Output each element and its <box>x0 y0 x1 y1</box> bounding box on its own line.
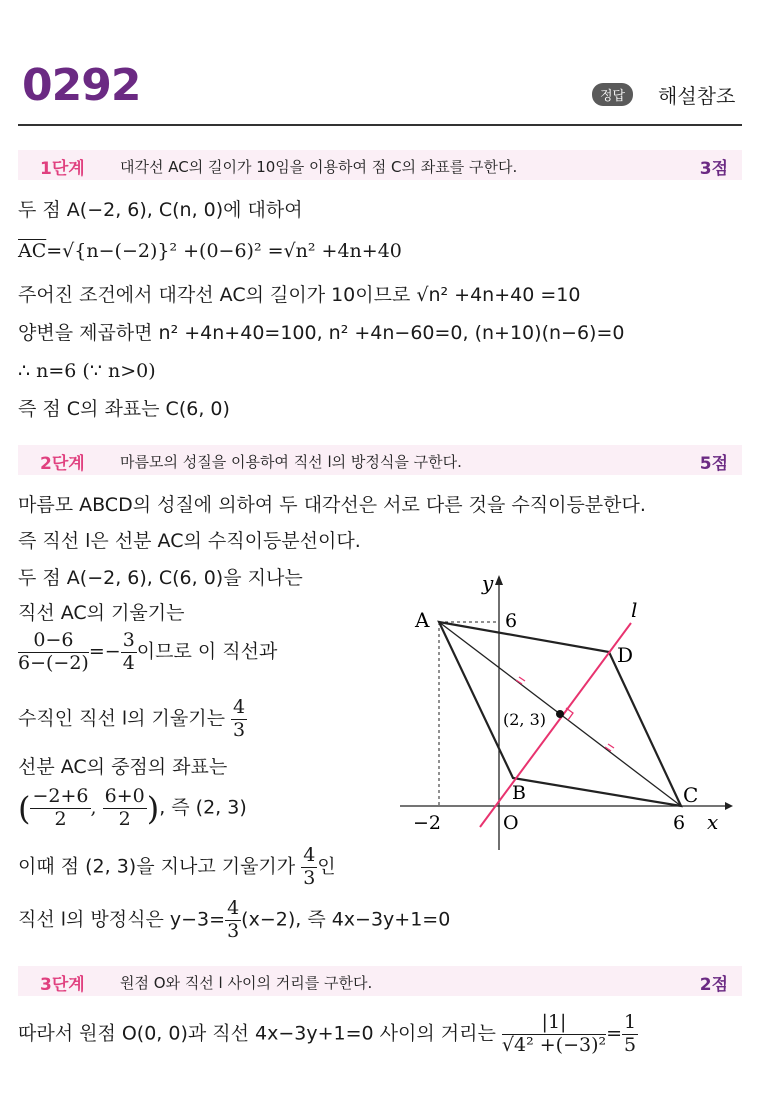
distance-result <box>622 1012 638 1057</box>
perp-text: 수직인 직선 l의 기울기는 <box>18 707 225 730</box>
distance-equals: = <box>606 1022 623 1045</box>
answer-badge: 정답 <box>592 83 633 106</box>
eq-fraction <box>225 898 241 943</box>
mid-x-num: −2+6 <box>32 785 89 807</box>
mid-y-fraction <box>103 786 147 831</box>
label-o: O <box>503 812 519 834</box>
perp-den: 3 <box>233 718 246 741</box>
paren-close: ) <box>146 789 160 828</box>
pass-text: 이때 점 (2, 3)을 지나고 기울기가 <box>18 855 296 878</box>
slope-line <box>18 630 277 675</box>
step2-line1: 마름모 ABCD의 성질에 의하여 두 대각선은 서로 다른 것을 수직이등분한다. <box>18 494 646 516</box>
x-axis-arrow <box>725 802 733 810</box>
distance-text: 따라서 원점 O(0, 0)과 직선 4x−3y+1=0 사이의 거리는 <box>18 1022 496 1045</box>
slope-fraction <box>18 630 89 675</box>
label-d: D <box>617 643 634 667</box>
slope-value <box>121 630 137 675</box>
midpoint-dot <box>556 710 564 718</box>
pass-line <box>18 845 336 890</box>
step1-line2 <box>18 238 402 264</box>
pass-num: 4 <box>303 844 316 866</box>
step3-desc: 원점 O와 직선 l 사이의 거리를 구한다. <box>120 974 373 992</box>
label-x: x <box>707 810 719 834</box>
perp-fraction <box>231 697 247 742</box>
ac-segment: $\overline{AC}$ <box>18 240 47 262</box>
slope-tail: 이므로 이 직선과 <box>136 640 278 663</box>
step1-label: 1단계 <box>40 159 85 179</box>
step2-label: 2단계 <box>40 454 85 474</box>
label-y: y <box>482 571 494 595</box>
step2-line3: 두 점 A(−2, 6), C(6, 0)을 지나는 <box>18 567 303 589</box>
paren-open: ( <box>18 789 31 828</box>
result-den: 5 <box>624 1033 637 1056</box>
slope-value-num: 3 <box>122 629 135 651</box>
pass-fraction <box>301 845 317 890</box>
step2-bar <box>18 445 742 475</box>
distance-fraction <box>502 1012 606 1057</box>
step3-label: 3단계 <box>40 975 85 995</box>
answer-reference: 해설참조 <box>658 84 736 108</box>
step1-line5: ∴ n=6 (∵ n>0) <box>18 360 156 382</box>
label-a: A <box>415 608 430 632</box>
slope-value-den: 4 <box>122 651 135 674</box>
perp-num: 4 <box>233 696 246 718</box>
mid-x-den: 2 <box>54 807 67 830</box>
perp-slope-line <box>18 697 247 742</box>
pass-den: 3 <box>303 866 316 889</box>
step2-line2: 즉 직선 l은 선분 AC의 수직이등분선이다. <box>18 530 361 552</box>
step1-line3: 주어진 조건에서 대각선 AC의 길이가 10이므로 √n² +4n+40 =10 <box>18 284 581 306</box>
eq-num: 4 <box>227 897 240 919</box>
label-l: l <box>631 598 638 622</box>
step1-line1: 두 점 A(−2, 6), C(n, 0)에 대하여 <box>18 199 303 221</box>
label-b: B <box>512 782 526 804</box>
distance-den: √4² +(−3)² <box>501 1033 607 1056</box>
eq-pre: 직선 l의 방정식은 y−3= <box>18 908 226 931</box>
step3-score: 2점 <box>699 975 728 995</box>
y-axis-arrow <box>495 575 503 585</box>
step1-line6: 즉 점 C의 좌표는 C(6, 0) <box>18 398 230 420</box>
midpoint-formula: ( $\frac{-2+6}{2}$ , $\frac{6+0}{2}$ ), 즉 (2, 3) <box>18 785 247 830</box>
step1-score: 3점 <box>699 159 728 179</box>
label-c: C <box>683 783 699 807</box>
slope-equals: =− <box>88 640 121 663</box>
eq-den: 3 <box>227 919 240 942</box>
tick-y6: 6 <box>505 610 518 632</box>
mid-x-fraction <box>30 786 90 831</box>
result-num: 1 <box>624 1011 637 1033</box>
mid-tail: , 즉 (2, 3) <box>159 796 247 819</box>
eq-tail: (x−2), 즉 4x−3y+1=0 <box>241 908 451 931</box>
mid-y-num: 6+0 <box>104 785 145 807</box>
step1-desc: 대각선 AC의 길이가 10임을 이용하여 점 C의 좌표를 구한다. <box>120 158 518 176</box>
step2-score: 5점 <box>699 454 728 474</box>
step2-line4: 직선 AC의 기울기는 <box>18 602 185 624</box>
step2-desc: 마름모의 성질을 이용하여 직선 l의 방정식을 구한다. <box>120 453 462 471</box>
header-rule <box>18 124 742 126</box>
step1-line4: 양변을 제곱하면 n² +4n+40=100, n² +4n−60=0, (n+10)(n−6)=0 <box>18 322 625 344</box>
step3-bar <box>18 966 742 996</box>
distance-num: |1| <box>502 1012 606 1035</box>
slope-numerator: 0−6 <box>18 630 89 653</box>
step1-bar <box>18 150 742 180</box>
tick-x6: 6 <box>673 812 686 834</box>
midpoint-label: (2, 3) <box>503 710 547 729</box>
midpoint-text: 선분 AC의 중점의 좌표는 <box>18 756 228 778</box>
pass-tail: 인 <box>317 855 336 878</box>
line-equation <box>18 898 450 943</box>
mid-y-den: 2 <box>118 807 131 830</box>
problem-number: 0292 <box>22 60 141 111</box>
ac-length-expr: =√{n−(−2)}² +(0−6)² =√n² +4n+40 <box>46 240 402 262</box>
tick-xm2: −2 <box>413 812 442 834</box>
rhombus-graph <box>395 565 740 855</box>
slope-denominator: 6−(−2) <box>18 651 89 674</box>
distance-line <box>18 1012 638 1057</box>
